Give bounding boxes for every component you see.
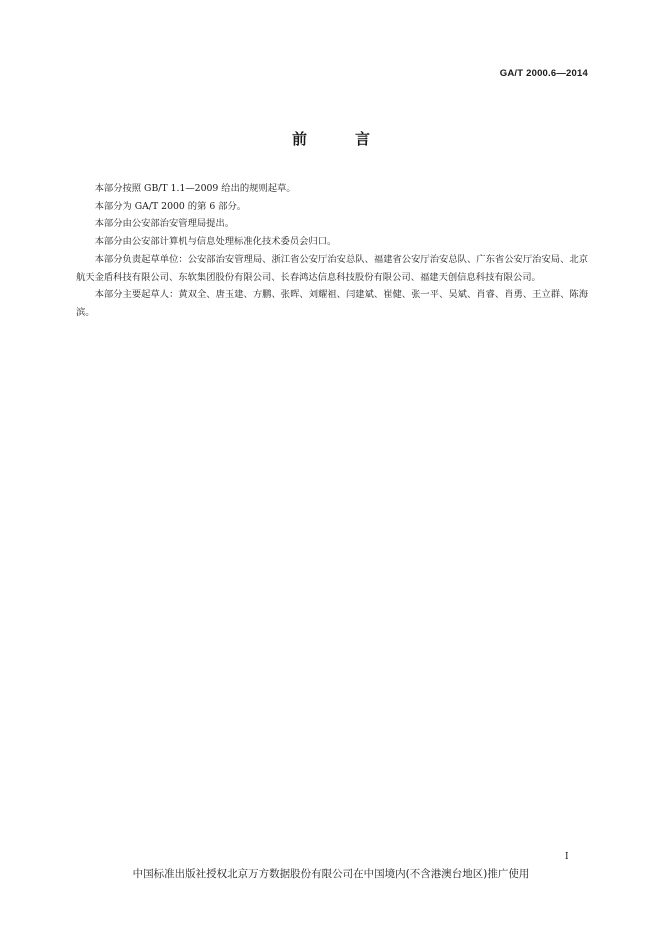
paragraph-drafters: 本部分主要起草人：黄双全、唐玉建、方鹏、张晖、刘耀祖、闫建斌、崔健、张一平、吴斌、肖睿、肖勇、王立群、陈海滨。 — [76, 289, 588, 318]
paragraph-drafting-rules: 本部分按照 GB/T 1.1—2009 给出的规则起草。 — [94, 183, 296, 194]
page-number: I — [565, 852, 569, 862]
foreword-body — [76, 180, 588, 322]
title-char-2: 言 — [355, 130, 371, 148]
document-code: GA/T 2000.6—2014 — [499, 68, 588, 79]
paragraph-part-number: 本部分为 GA/T 2000 的第 6 部分。 — [94, 200, 247, 212]
page-title — [0, 128, 662, 149]
paragraph-proposed-by: 本部分由公安部治安管理局提出。 — [94, 218, 235, 230]
paragraph-drafting-units: 本部分负责起草单位：公安部治安管理局、浙江省公安厅治安总队、福建省公安厅治安总队、广东省公安厅治安局、北京航天金盾科技有限公司、东软集团股份有限公司、长春鸿达信息科技股份有限公司、福建天创信息科技有限公司。 — [76, 253, 588, 283]
title-char-1: 前 — [291, 130, 307, 148]
footer-license-notice: 中国标准出版社授权北京万方数据股份有限公司在中国境内(不含港澳台地区)推广使用 — [132, 868, 530, 880]
paragraph-centralized-by: 本部分由公安部计算机与信息处理标准化技术委员会归口。 — [94, 236, 337, 248]
